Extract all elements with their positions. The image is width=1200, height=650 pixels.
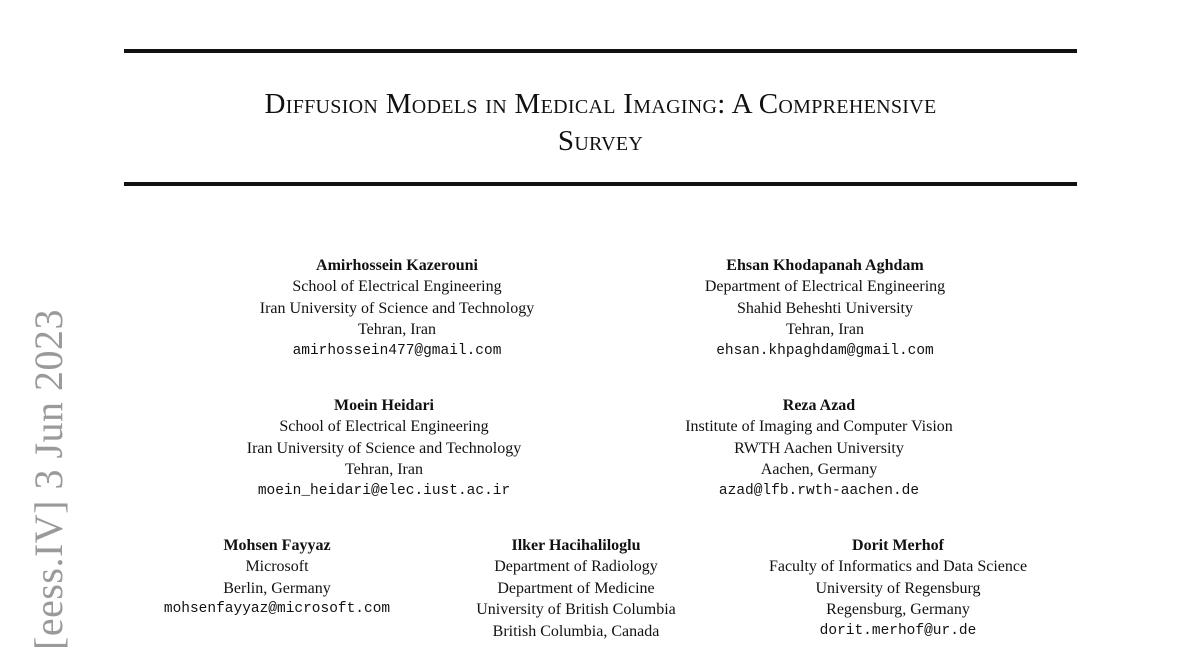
author-email[interactable]: mohsenfayyaz@microsoft.com xyxy=(163,601,391,618)
author-affiliation: Faculty of Informatics and Data Science xyxy=(768,558,1028,576)
author-block xyxy=(769,535,1027,642)
author-block xyxy=(260,255,535,362)
author-affiliation: School of Electrical Engineering xyxy=(279,418,489,436)
author-block xyxy=(247,395,522,502)
author-name: Reza Azad xyxy=(782,397,856,414)
author-affiliation: Shahid Beheshti University xyxy=(737,299,913,317)
top-rule xyxy=(124,49,1077,53)
author-name: Amirhossein Kazerouni xyxy=(316,257,478,274)
author-name: Ehsan Khodapanah Aghdam xyxy=(726,257,924,274)
author-block xyxy=(476,535,676,642)
author-block xyxy=(685,395,953,502)
author-name: Ilker Hacihaliloglu xyxy=(511,537,641,554)
author-email[interactable]: dorit.merhof@ur.de xyxy=(819,622,977,639)
author-name: Mohsen Fayyaz xyxy=(223,537,331,554)
author-location: Aachen, Germany xyxy=(760,461,878,479)
author-affiliation: Department of Radiology xyxy=(494,558,658,576)
author-block xyxy=(164,535,390,621)
author-affiliation: Department of Medicine xyxy=(497,579,655,597)
author-affiliation: Iran University of Science and Technology xyxy=(259,299,535,317)
author-affiliation: University of Regensburg xyxy=(815,579,981,597)
bottom-rule xyxy=(124,182,1077,186)
author-block xyxy=(705,255,945,362)
author-affiliation: Iran University of Science and Technology xyxy=(246,439,522,457)
author-affiliation: School of Electrical Engineering xyxy=(292,278,502,296)
author-location: Tehran, Iran xyxy=(358,321,436,339)
author-location: British Columbia, Canada xyxy=(492,622,660,640)
title-line-2: Survey xyxy=(557,125,644,157)
author-location: Berlin, Germany xyxy=(223,579,331,597)
author-name: Moein Heidari xyxy=(334,397,434,414)
author-location: Regensburg, Germany xyxy=(826,601,970,619)
author-affiliation: Institute of Imaging and Computer Vision xyxy=(685,418,953,436)
author-affiliation: Microsoft xyxy=(245,558,309,576)
author-email[interactable]: moein_heidari@elec.iust.ac.ir xyxy=(257,482,511,499)
author-email[interactable]: azad@lfb.rwth-aachen.de xyxy=(718,482,920,499)
paper-title xyxy=(124,86,1077,160)
author-affiliation: RWTH Aachen University xyxy=(734,439,904,457)
author-affiliation: University of British Columbia xyxy=(476,601,676,619)
author-email[interactable]: amirhossein477@gmail.com xyxy=(292,342,502,359)
arxiv-side-label: [eess.IV] 3 Jun 2023 xyxy=(26,308,71,650)
author-affiliation: Department of Electrical Engineering xyxy=(704,278,946,296)
author-location: Tehran, Iran xyxy=(786,321,864,339)
title-line-1: Diffusion Models in Medical Imaging: A Comprehensive xyxy=(264,88,937,120)
author-location: Tehran, Iran xyxy=(345,461,423,479)
author-name: Dorit Merhof xyxy=(852,537,944,554)
author-email[interactable]: ehsan.khpaghdam@gmail.com xyxy=(716,342,934,359)
